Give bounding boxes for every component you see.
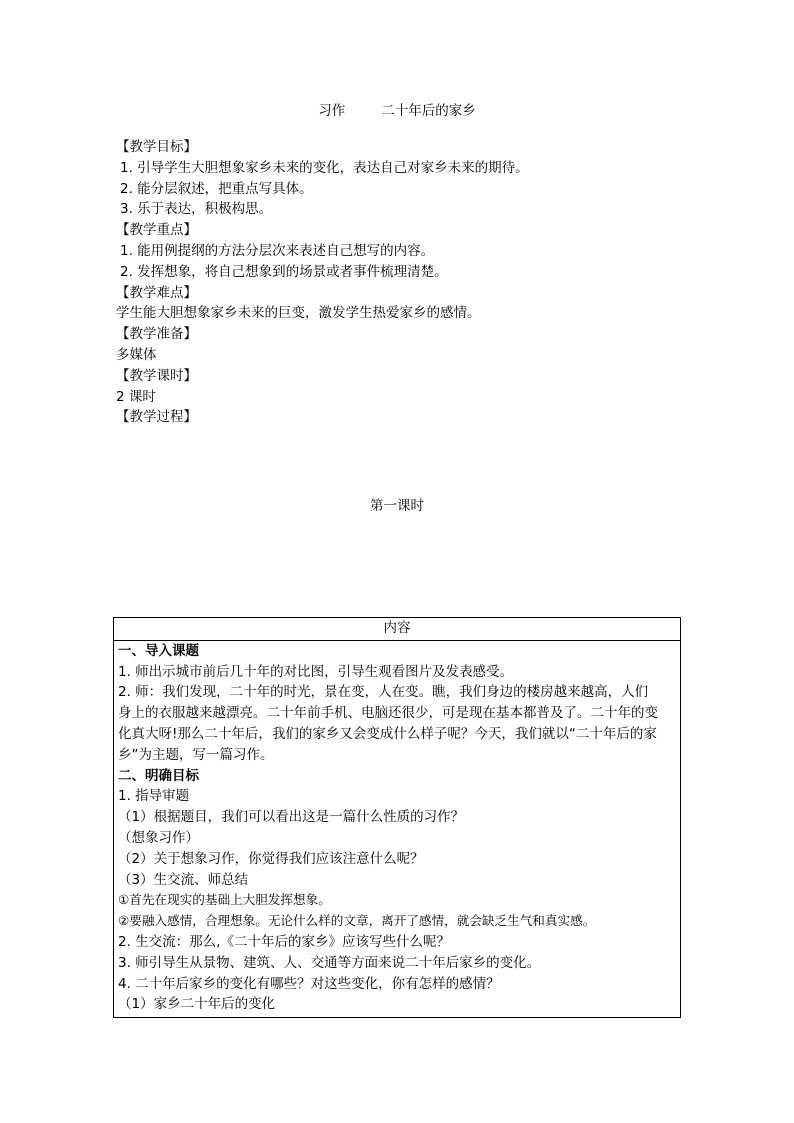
title-part-2: 二十年后的家乡 [381, 103, 476, 119]
content-line: （2）关于想象习作，你觉得我们应该注意什么呢？ [118, 850, 424, 867]
content-line: 1. 指导审题 [118, 788, 190, 805]
content-line: ①首先在现实的基础上大胆发挥想象。 [118, 892, 331, 908]
section-heading: 二、明确目标 [118, 767, 199, 784]
content-line: （想象习作） [118, 829, 199, 846]
hours-heading: 【教学课时】 [116, 367, 197, 384]
content-line: ②要融入感情，合理想象。无论什么样的文章，离开了感情，就会缺乏生气和真实感。 [118, 913, 596, 929]
goal-item: 1. 引导学生大胆想象家乡未来的变化，表达自己对家乡未来的期待。 [120, 159, 529, 176]
section-heading: 一、导入课题 [118, 642, 199, 659]
lesson-plan-header [116, 137, 686, 428]
content-line: （1）家乡二十年后的变化 [118, 996, 276, 1013]
content-line: 身上的衣服越来越漂亮。二十年前手机、电脑还很少，可是现在基本都普及了。二十年的变 [118, 705, 658, 722]
title-part-1: 习作 [318, 103, 346, 119]
content-line: （1）根据题目，我们可以看出这是一篇什么性质的习作？ [118, 809, 465, 826]
prep-text: 多媒体 [116, 346, 157, 363]
content-line: 乡”为主题，写一篇习作。 [118, 746, 274, 763]
content-line: 化真大呀!那么二十年后，我们的家乡又会变成什么样子呢？今天，我们就以“二十年后的家 [118, 725, 657, 742]
difficulty-text: 学生能大胆想象家乡未来的巨变，激发学生热爱家乡的感情。 [116, 305, 481, 322]
content-cell [114, 640, 681, 1017]
difficulty-heading: 【教学难点】 [116, 284, 197, 301]
content-line: （3）生交流、师总结 [118, 871, 249, 888]
content-table [113, 617, 681, 1018]
hours-text: 2 课时 [116, 388, 156, 405]
key-point-item: 1. 能用例提纲的方法分层次来表述自己想写的内容。 [120, 242, 435, 259]
process-heading: 【教学过程】 [116, 409, 197, 426]
goal-item: 2. 能分层叙述，把重点写具体。 [120, 180, 313, 197]
key-point-item: 2. 发挥想象，将自己想象到的场景或者事件梳理清楚。 [120, 263, 448, 280]
content-line: 1. 师出示城市前后几十年的对比图，引导生观看图片及发表感受。 [118, 663, 514, 680]
key-points-heading: 【教学重点】 [116, 222, 197, 239]
content-line: 2. 师：我们发现，二十年的时光，景在变，人在变。瞧，我们身边的楼房越来越高，人们 [118, 684, 649, 701]
content-line: 2. 生交流：那么,《二十年后的家乡》应该写些什么呢？ [118, 933, 450, 950]
document-title [0, 99, 794, 119]
content-line: 3. 师引导生从景物、建筑、人、交通等方面来说二十年后家乡的变化。 [118, 954, 541, 971]
prep-heading: 【教学准备】 [116, 326, 197, 343]
goal-item: 3. 乐于表达，积极构思。 [120, 201, 273, 218]
table-header: 内容 [114, 618, 681, 641]
content-line: 4. 二十年后家乡的变化有哪些？对这些变化，你有怎样的感情？ [118, 975, 500, 992]
session-title: 第一课时 [370, 498, 424, 514]
goals-heading: 【教学目标】 [116, 139, 197, 155]
